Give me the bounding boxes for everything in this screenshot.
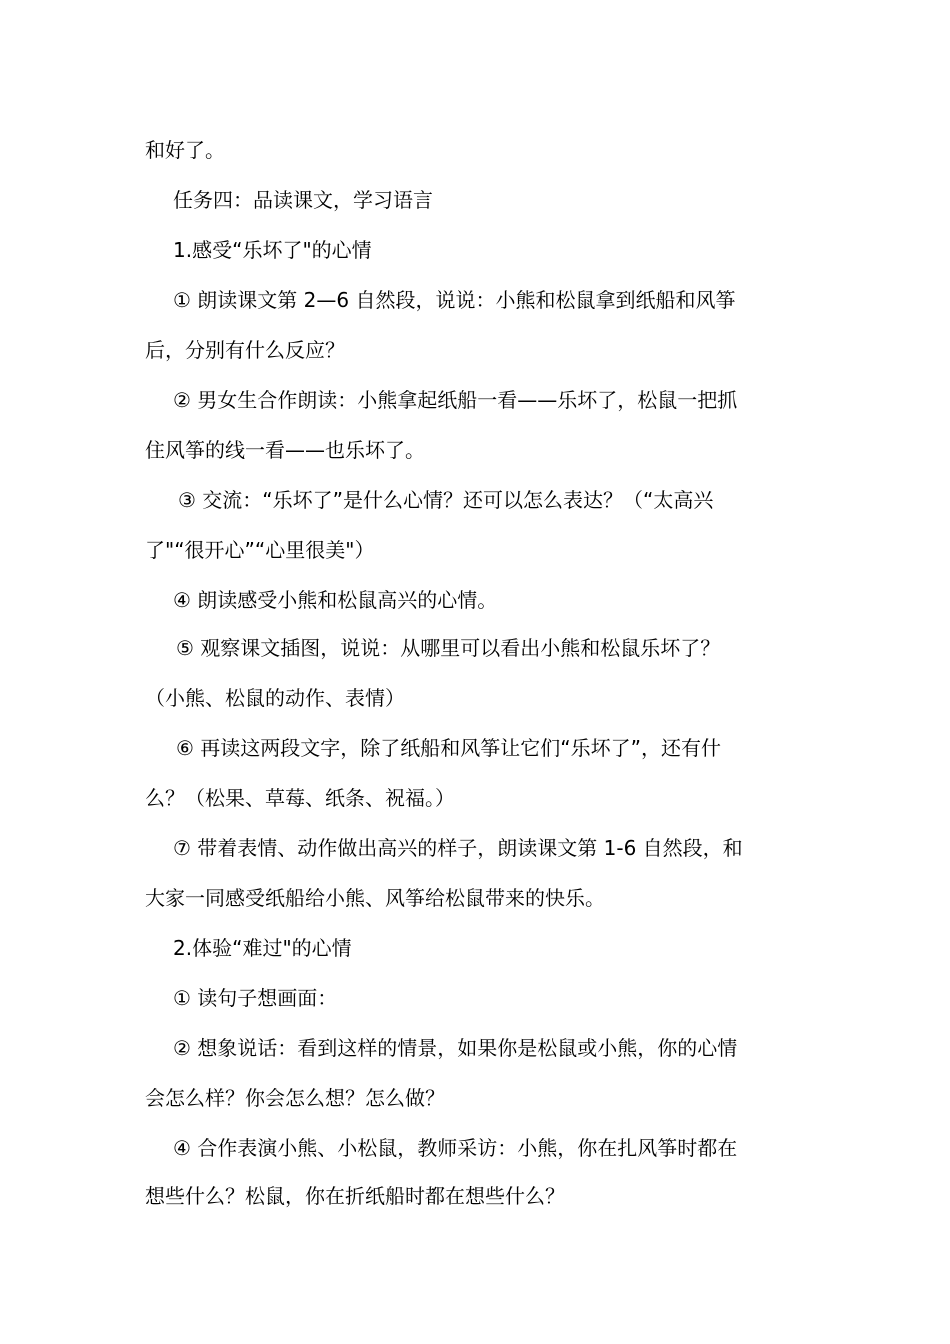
text-line-item-2a: ② 男女生合作朗读：小熊拿起纸船一看——乐坏了，松鼠一把抓 bbox=[173, 388, 738, 412]
text-line-s2-item-1: ① 读句子想画面： bbox=[173, 986, 338, 1010]
text-line-item-7b: 大家一同感受纸船给小熊、风筝给松鼠带来的快乐。 bbox=[145, 886, 605, 910]
text-line-item-3a: ③ 交流：“乐坏了”是什么心情？还可以怎么表达？（“太高兴 bbox=[178, 488, 714, 512]
text-line-s2-item-2a: ② 想象说话：看到这样的情景，如果你是松鼠或小熊，你的心情 bbox=[173, 1036, 738, 1060]
text-line-s2-item-4a: ④ 合作表演小熊、小松鼠，教师采访：小熊，你在扎风筝时都在 bbox=[173, 1136, 738, 1160]
text-line-item-3b: 了"“很开心”“心里很美"） bbox=[145, 538, 375, 562]
text-line-item-6a: ⑥ 再读这两段文字，除了纸船和风筝让它们“乐坏了”，还有什 bbox=[176, 736, 722, 760]
text-line-item-5a: ⑤ 观察课文插图，说说：从哪里可以看出小熊和松鼠乐坏了？ bbox=[176, 636, 721, 660]
text-line-s2-item-4b: 想些什么？松鼠，你在折纸船时都在想些什么？ bbox=[145, 1184, 565, 1208]
text-line-s2-item-2b: 会怎么样？你会怎么想？怎么做？ bbox=[145, 1086, 445, 1110]
text-line-item-2b: 住风筝的线一看——也乐坏了。 bbox=[145, 438, 425, 462]
section-2-heading: 2.体验“难过"的心情 bbox=[173, 936, 352, 960]
text-line-item-1b: 后，分别有什么反应？ bbox=[145, 338, 345, 362]
task-four-heading: 任务四：品读课文，学习语言 bbox=[173, 188, 433, 212]
text-line-item-1a: ① 朗读课文第 2—6 自然段，说说：小熊和松鼠拿到纸船和风筝 bbox=[173, 288, 736, 312]
text-line-item-6b: 么？（松果、草莓、纸条、祝福。） bbox=[145, 786, 455, 810]
text-line-1: 和好了。 bbox=[145, 138, 225, 162]
text-line-item-5b: （小熊、松鼠的动作、表情） bbox=[145, 686, 405, 710]
text-line-item-7a: ⑦ 带着表情、动作做出高兴的样子，朗读课文第 1-6 自然段，和 bbox=[173, 836, 743, 860]
section-1-heading: 1.感受“乐坏了"的心情 bbox=[173, 238, 372, 262]
text-line-item-4: ④ 朗读感受小熊和松鼠高兴的心情。 bbox=[173, 588, 498, 612]
